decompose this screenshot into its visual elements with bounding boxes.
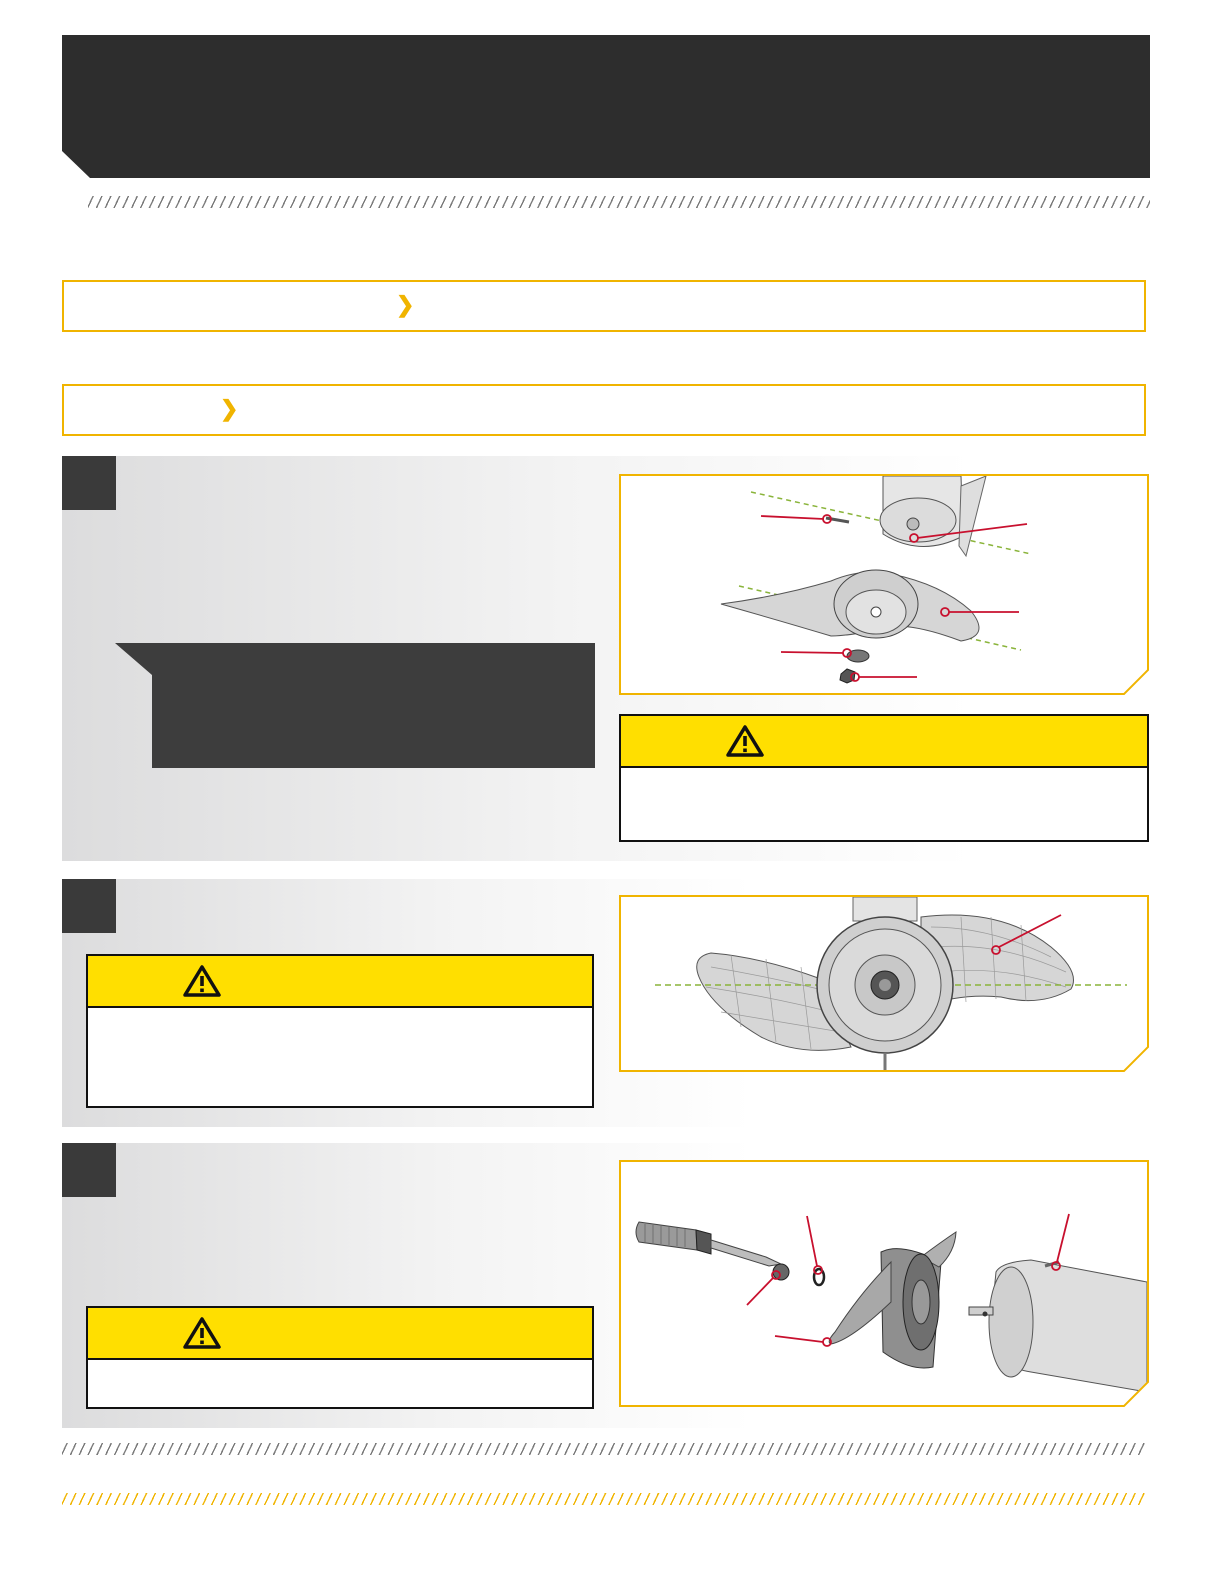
- hatch-divider-bottom: [62, 1443, 1146, 1455]
- info-box-1: [62, 280, 1146, 332]
- caution-header-3: [88, 1308, 592, 1360]
- step-1-note-box: [115, 643, 595, 768]
- warning-triangle-icon: [182, 964, 222, 998]
- propeller-front-diagram: [621, 897, 1147, 1070]
- step-1-number: [62, 456, 116, 510]
- caution-box-1: [619, 714, 1149, 842]
- step-2-number: [62, 879, 116, 933]
- chevron-right-icon: ❯: [396, 292, 415, 317]
- frame-corner-cut: [1123, 1046, 1149, 1072]
- step-3-number: [62, 1143, 116, 1197]
- warning-triangle-icon: [725, 724, 765, 758]
- info-box-2: [62, 384, 1146, 436]
- hatch-divider-top: [88, 196, 1150, 208]
- propeller-exploded-diagram: [621, 476, 1147, 693]
- step-1-illustration: [619, 474, 1149, 695]
- caution-box-3: [86, 1306, 594, 1409]
- caution-header-2: [88, 956, 592, 1008]
- step-3-illustration: [619, 1160, 1149, 1407]
- hatch-divider-gold: [62, 1493, 1146, 1505]
- frame-corner-cut: [1123, 669, 1149, 695]
- caution-header-1: [621, 716, 1147, 768]
- page-header-banner: [62, 35, 1150, 178]
- step-2-illustration: [619, 895, 1149, 1072]
- chevron-right-icon: ❯: [220, 396, 239, 421]
- propeller-removal-diagram: [621, 1162, 1147, 1405]
- warning-triangle-icon: [182, 1316, 222, 1350]
- caution-box-2: [86, 954, 594, 1108]
- frame-corner-cut: [1123, 1381, 1149, 1407]
